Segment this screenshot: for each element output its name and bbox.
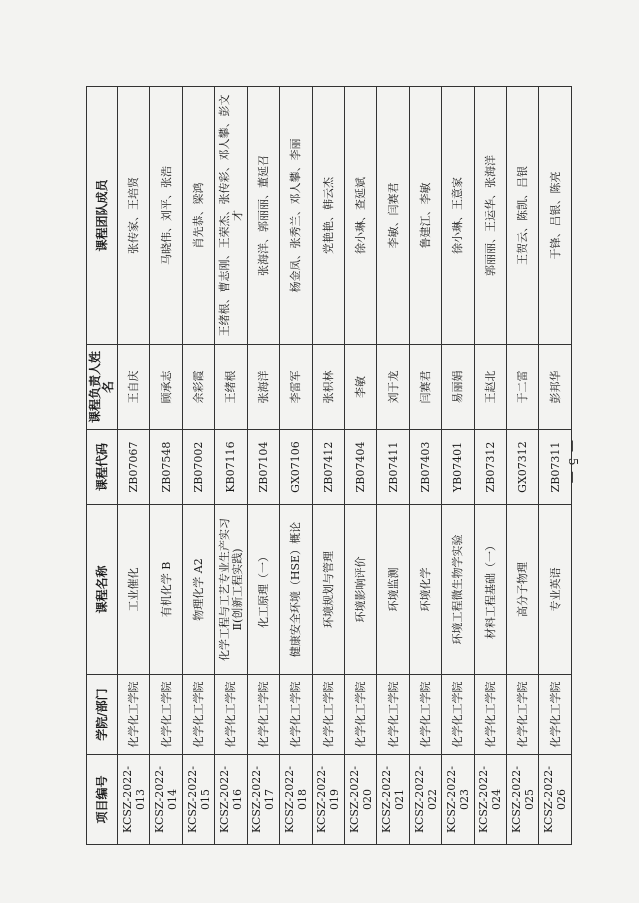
- table-row: [507, 87, 539, 845]
- table-row: [409, 87, 441, 845]
- cell-team-members: 党艳艳、韩云杰: [312, 87, 344, 345]
- cell-course-code: ZB07002: [182, 430, 214, 505]
- cell-course-code: ZB07412: [312, 430, 344, 505]
- cell-course-name: 专业英语: [539, 505, 572, 675]
- cell-team-members: 王贺云、陈凯、吕银: [507, 87, 539, 345]
- cell-team-members: 鲁建江、李敏: [409, 87, 441, 345]
- rotated-table-container: [86, 87, 572, 845]
- cell-team-members: 马晓伟、刘平、张浩: [150, 87, 182, 345]
- cell-team-members: 徐小琳、王意家: [442, 87, 474, 345]
- cell-team-members: 李敏、闫赛君: [377, 87, 409, 345]
- cell-project-id: KCSZ-2022-021: [377, 755, 409, 845]
- cell-course-name: 材料工程基础（一）: [474, 505, 506, 675]
- cell-course-code: ZB07104: [247, 430, 279, 505]
- cell-course-name: 化工原理（一）: [247, 505, 279, 675]
- cell-course-lead: 李雷军: [280, 345, 312, 430]
- cell-course-lead: 张枳林: [312, 345, 344, 430]
- cell-course-lead: 于二雷: [507, 345, 539, 430]
- cell-course-lead: 刘于龙: [377, 345, 409, 430]
- cell-course-lead: 王绪根: [215, 345, 247, 430]
- header-course-name: 课程名称: [87, 505, 118, 675]
- cell-department: 化学化工学院: [215, 675, 247, 755]
- cell-team-members: 王绪根、曹志刚、王荣杰、张传彩、邓人攀、彭文才: [215, 87, 247, 345]
- table-row: [247, 87, 279, 845]
- cell-project-id: KCSZ-2022-022: [409, 755, 441, 845]
- cell-department: 化学化工学院: [474, 675, 506, 755]
- cell-course-name: 工业催化: [118, 505, 150, 675]
- cell-department: 化学化工学院: [312, 675, 344, 755]
- table-row: [118, 87, 150, 845]
- header-team-members: 课程团队成员: [87, 87, 118, 345]
- cell-department: 化学化工学院: [377, 675, 409, 755]
- cell-course-lead: 彭邦华: [539, 345, 572, 430]
- cell-project-id: KCSZ-2022-024: [474, 755, 506, 845]
- cell-course-code: GX07312: [507, 430, 539, 505]
- table-row: [377, 87, 409, 845]
- cell-course-name: 环境规划与管理: [312, 505, 344, 675]
- table-row: [280, 87, 312, 845]
- table-row: [539, 87, 572, 845]
- table-row: [215, 87, 247, 845]
- cell-team-members: 于锋、吕银、陈亮: [539, 87, 572, 345]
- table-row: [150, 87, 182, 845]
- table-row: [182, 87, 214, 845]
- cell-project-id: KCSZ-2022-025: [507, 755, 539, 845]
- cell-project-id: KCSZ-2022-015: [182, 755, 214, 845]
- cell-project-id: KCSZ-2022-020: [344, 755, 376, 845]
- table-row: [312, 87, 344, 845]
- cell-course-code: ZB07311: [539, 430, 572, 505]
- cell-course-lead: 张海洋: [247, 345, 279, 430]
- table-body: [118, 87, 572, 845]
- header-project-id: 项目编号: [87, 755, 118, 845]
- cell-course-code: ZB07404: [344, 430, 376, 505]
- header-course-code: 课程代码: [87, 430, 118, 505]
- cell-course-name: 健康安全环境（HSE）概论: [280, 505, 312, 675]
- course-table: [86, 86, 572, 845]
- cell-department: 化学化工学院: [150, 675, 182, 755]
- cell-course-code: ZB07411: [377, 430, 409, 505]
- cell-project-id: KCSZ-2022-019: [312, 755, 344, 845]
- cell-department: 化学化工学院: [118, 675, 150, 755]
- cell-department: 化学化工学院: [247, 675, 279, 755]
- cell-course-code: ZB07548: [150, 430, 182, 505]
- cell-course-lead: 顾承志: [150, 345, 182, 430]
- cell-course-code: ZB07312: [474, 430, 506, 505]
- cell-course-code: KB07116: [215, 430, 247, 505]
- cell-course-lead: 易丽娟: [442, 345, 474, 430]
- cell-department: 化学化工学院: [344, 675, 376, 755]
- cell-department: 化学化工学院: [539, 675, 572, 755]
- cell-department: 化学化工学院: [280, 675, 312, 755]
- cell-course-lead: 闫赛君: [409, 345, 441, 430]
- cell-course-name: 环境监测: [377, 505, 409, 675]
- cell-course-lead: 余彩霞: [182, 345, 214, 430]
- cell-department: 化学化工学院: [442, 675, 474, 755]
- table-row: [442, 87, 474, 845]
- cell-course-name: 化学工程与工艺专业生产实习Ⅱ(创新工程实践): [215, 505, 247, 675]
- header-course-lead: 课程负责人姓名: [87, 345, 118, 430]
- cell-project-id: KCSZ-2022-014: [150, 755, 182, 845]
- cell-course-name: 高分子物理: [507, 505, 539, 675]
- cell-team-members: 张传家、王培贤: [118, 87, 150, 345]
- cell-team-members: 杨金凤、张秀兰、邓人攀、李丽: [280, 87, 312, 345]
- cell-course-name: 环境工程微生物学实验: [442, 505, 474, 675]
- cell-department: 化学化工学院: [507, 675, 539, 755]
- cell-project-id: KCSZ-2022-018: [280, 755, 312, 845]
- cell-project-id: KCSZ-2022-016: [215, 755, 247, 845]
- table-row: [474, 87, 506, 845]
- cell-course-code: ZB07067: [118, 430, 150, 505]
- cell-department: 化学化工学院: [182, 675, 214, 755]
- cell-team-members: 张海洋、郭丽丽、董延召: [247, 87, 279, 345]
- cell-course-code: ZB07403: [409, 430, 441, 505]
- cell-project-id: KCSZ-2022-023: [442, 755, 474, 845]
- cell-course-code: YB07401: [442, 430, 474, 505]
- cell-team-members: 郭丽丽、王运华、张海洋: [474, 87, 506, 345]
- cell-course-name: 环境化学: [409, 505, 441, 675]
- table-row: [344, 87, 376, 845]
- cell-course-name: 有机化学 B: [150, 505, 182, 675]
- cell-course-name: 物理化学 A2: [182, 505, 214, 675]
- cell-team-members: 肖先恭、梁鸿: [182, 87, 214, 345]
- header-department: 学院/部门: [87, 675, 118, 755]
- cell-department: 化学化工学院: [409, 675, 441, 755]
- cell-team-members: 徐小琳、查延斌: [344, 87, 376, 345]
- cell-course-lead: 王自庆: [118, 345, 150, 430]
- table-header: [87, 87, 118, 845]
- page-number: — 5 —: [566, 440, 580, 485]
- cell-course-lead: 李敏: [344, 345, 376, 430]
- cell-project-id: KCSZ-2022-013: [118, 755, 150, 845]
- cell-course-code: GX07106: [280, 430, 312, 505]
- cell-course-lead: 王赵北: [474, 345, 506, 430]
- cell-project-id: KCSZ-2022-026: [539, 755, 572, 845]
- cell-project-id: KCSZ-2022-017: [247, 755, 279, 845]
- cell-course-name: 环境影响评价: [344, 505, 376, 675]
